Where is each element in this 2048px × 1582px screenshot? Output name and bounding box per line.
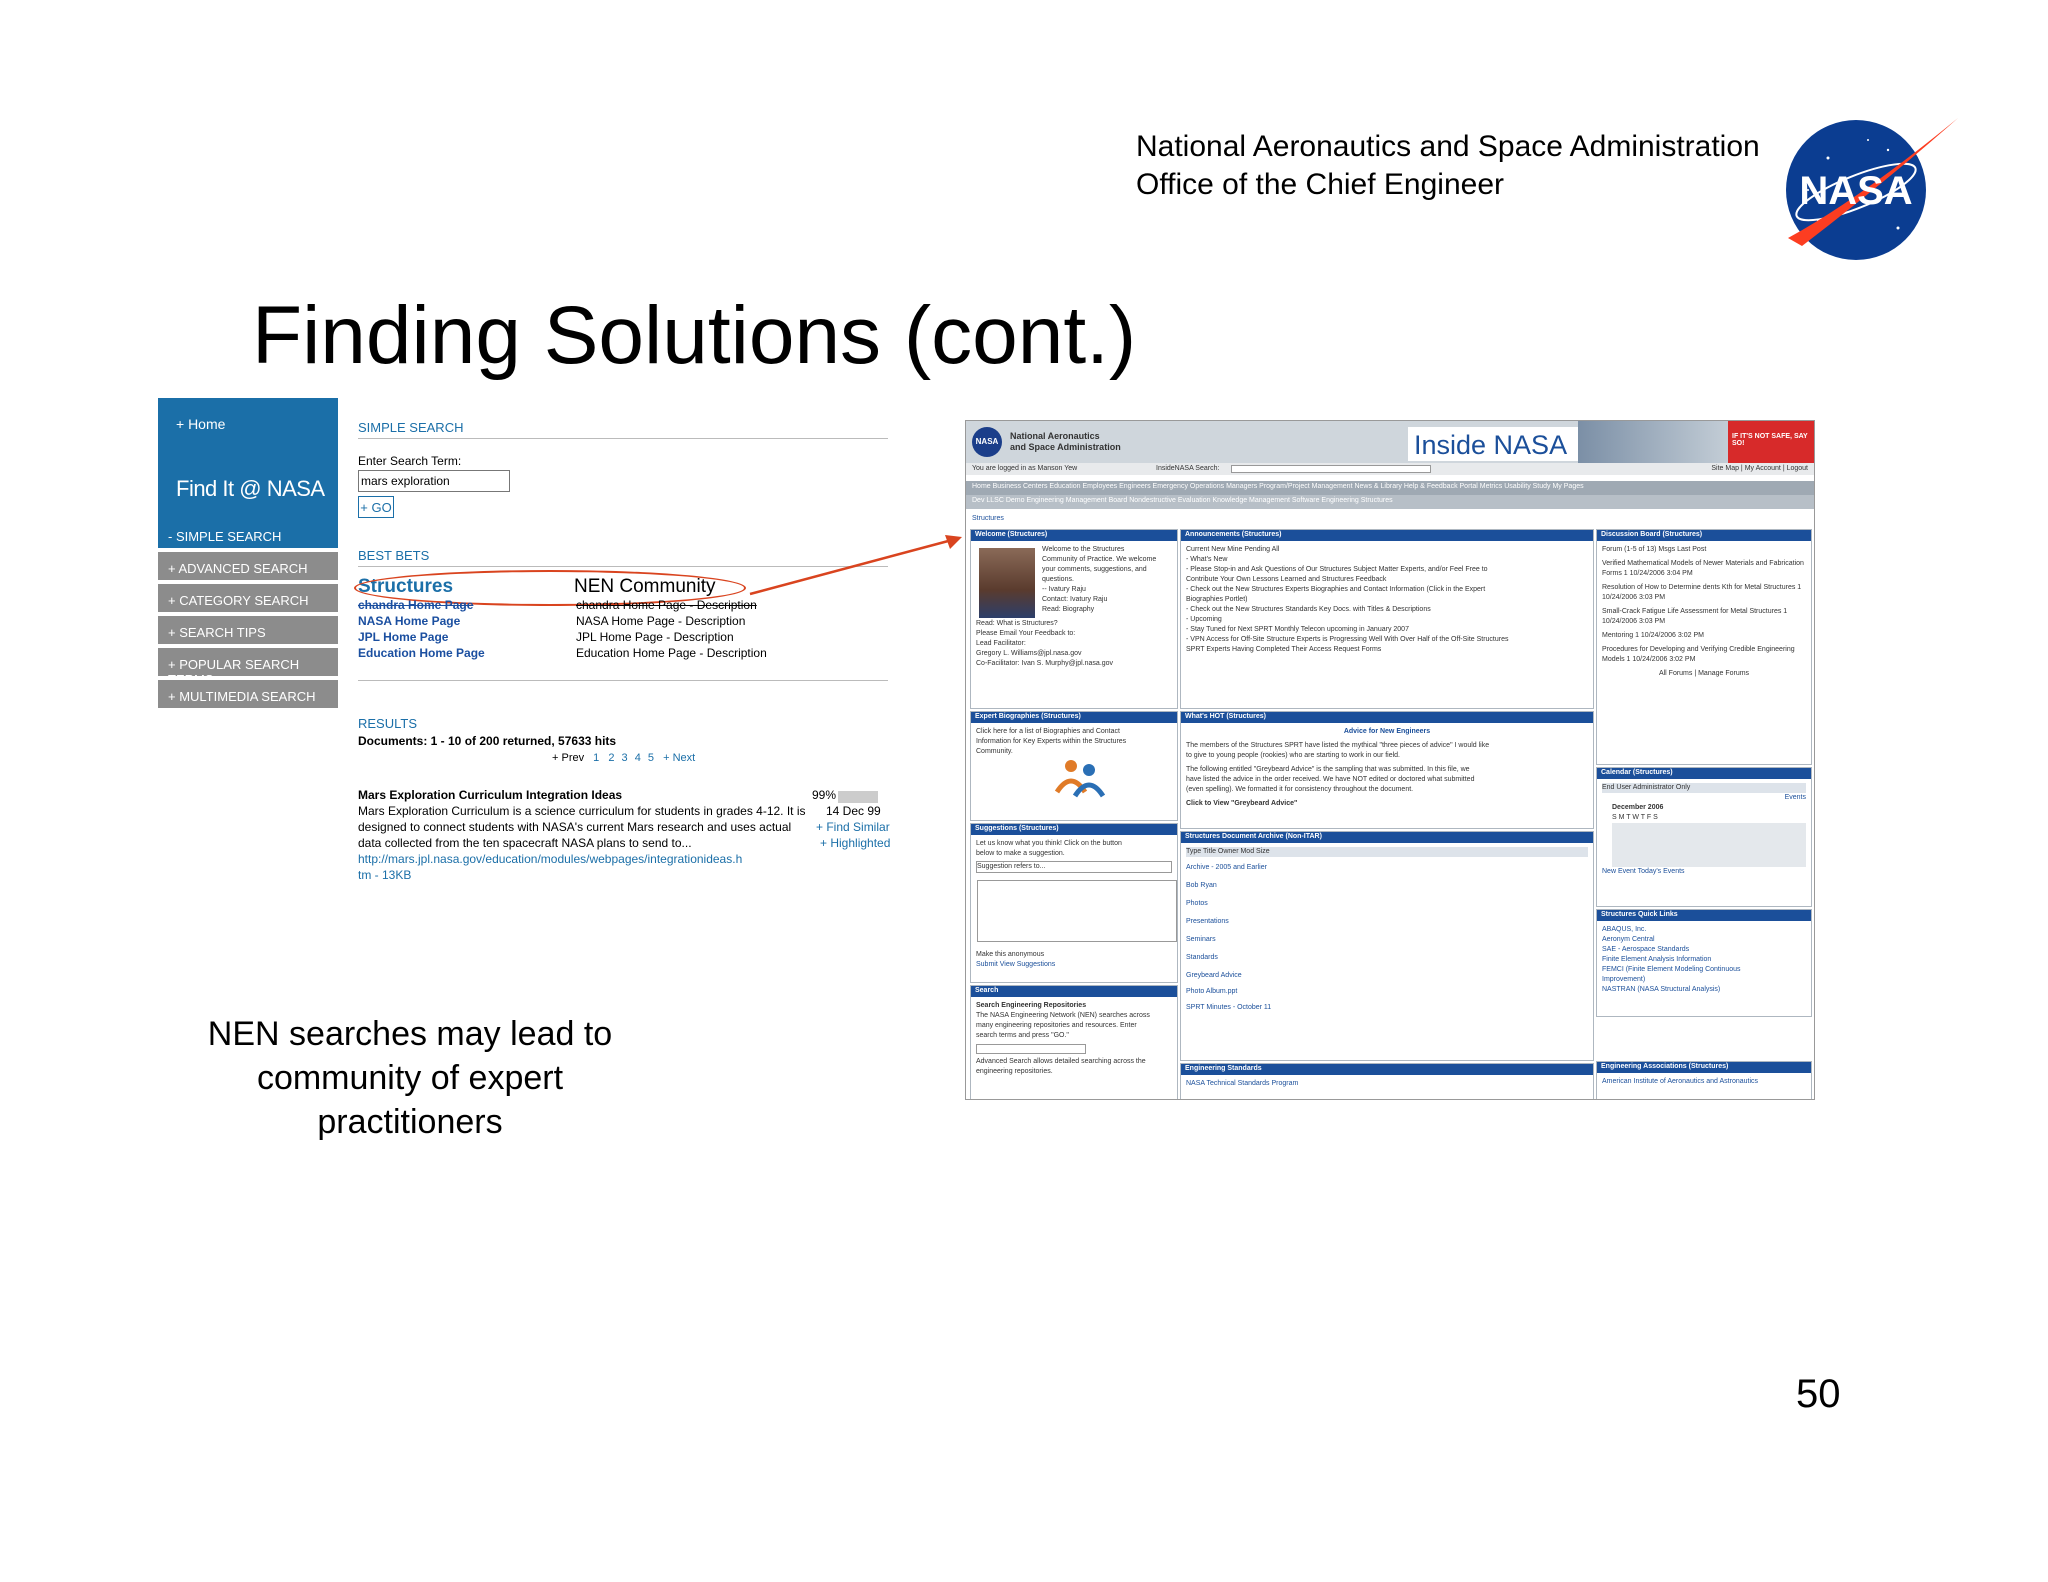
page-link[interactable]: 2 [608, 752, 615, 764]
nav-search-tips[interactable]: + SEARCH TIPS [158, 616, 338, 646]
suggestion-actions[interactable]: Submit View Suggestions [976, 961, 1056, 968]
panel-line: (even spelling). We formatted it for consistency throughout the document. [1186, 786, 1414, 793]
panel-line: Community of Practice. We welcome [1042, 556, 1157, 563]
best-bet-structures-link[interactable]: Structures [358, 576, 454, 597]
panel-line: to give to young people (rookies) who are starting to work in our field. [1186, 752, 1401, 759]
panel-title: Welcome (Structures) [971, 530, 1177, 541]
suggestion-textarea[interactable] [977, 880, 1177, 942]
forum-row[interactable]: Procedures for Developing and Verifying Credible Engineering Models 1 10/24/2006 3:02 PM [1602, 646, 1795, 663]
engineering-standards-panel [1180, 1063, 1594, 1100]
panel-line: below to make a suggestion. [976, 850, 1065, 857]
events-link[interactable]: Events [1784, 794, 1806, 801]
results-heading: RESULTS [358, 716, 417, 731]
search-input[interactable] [358, 470, 510, 492]
calendar-weekdays: S M T W T F S [1612, 814, 1658, 821]
forum-links[interactable]: All Forums | Manage Forums [1658, 670, 1750, 677]
quick-link[interactable]: ABAQUS, Inc. [1602, 926, 1647, 933]
inside-nasa-brand: Inside NASA [1408, 427, 1578, 461]
result-url[interactable]: http://mars.jpl.nasa.gov/education/modules/webpages/integrationideas.h [358, 852, 743, 866]
best-bet-desc: NASA Home Page - Description [576, 614, 746, 628]
highlighted-link[interactable]: + Highlighted [820, 836, 891, 850]
panel-line: Information for Key Experts within the Structures [976, 738, 1127, 745]
page-link[interactable]: 5 [647, 752, 655, 764]
suggestion-select[interactable]: Suggestion refers to... [976, 861, 1172, 873]
best-bet-structures-desc: NEN Community [574, 576, 716, 597]
search-term-label: Enter Search Term: [358, 454, 462, 468]
panel-line[interactable]: Click here for a list of Biographies and Contact [976, 728, 1120, 735]
divider [358, 438, 888, 439]
best-bet-desc: Education Home Page - Description [576, 646, 767, 660]
panel-line: - Upcoming [1186, 616, 1222, 623]
calendar-grid[interactable] [1612, 823, 1806, 867]
forum-row[interactable]: Small-Crack Fatigue Life Assessment for Metal Structures 1 10/24/2006 3:03 PM [1602, 608, 1788, 625]
panel-body [1181, 1075, 1593, 1093]
portal-search-input[interactable] [1231, 465, 1431, 473]
table-row[interactable]: Archive - 2005 and Earlier [1186, 864, 1267, 871]
panel-line: search terms and press "GO." [976, 1032, 1069, 1039]
agency-name [1010, 431, 1121, 453]
page-link[interactable]: 3 [621, 752, 628, 764]
panel-line: Community. [976, 748, 1013, 755]
best-bet-link[interactable]: Education Home Page [358, 646, 485, 660]
find-it-screenshot [158, 398, 891, 898]
pointer-arrow [740, 530, 970, 610]
table-row[interactable]: Seminars [1186, 936, 1216, 943]
find-it-brand: Find It @ NASA [158, 438, 338, 520]
panel-line: -- Ivatury Raju [1042, 586, 1086, 593]
results-summary: Documents: 1 - 10 of 200 returned, 57633 hits [358, 734, 617, 748]
inside-nasa-screenshot [965, 420, 1815, 1100]
table-row[interactable]: Presentations [1186, 918, 1229, 925]
result-date: 14 Dec 99 [826, 804, 881, 818]
panel-title: Structures Quick Links [1597, 910, 1811, 921]
primary-tabs[interactable]: Home Business Centers Education Employees Engineers Emergency Operations Managers Program/Project Management News & Library Help & Feedback Portal Metrics Usability Study My Pages [966, 481, 1815, 495]
nav-multimedia-search[interactable]: + MULTIMEDIA SEARCH [158, 680, 338, 710]
panel-line: Biographies Portlet) [1186, 596, 1248, 603]
document-archive-panel [1180, 831, 1594, 1061]
table-row[interactable]: Bob Ryan [1186, 882, 1217, 889]
quick-link[interactable]: Finite Element Analysis Information [1602, 956, 1712, 963]
panel-title: Suggestions (Structures) [971, 824, 1177, 835]
quick-link[interactable]: SAE - Aerospace Standards [1602, 946, 1690, 953]
best-bet-link[interactable]: JPL Home Page [358, 630, 449, 644]
panel-body [1037, 541, 1177, 619]
panel-title: Search [971, 986, 1177, 997]
result-title[interactable]: Mars Exploration Curriculum Integration Ideas [358, 788, 623, 802]
anonymous-checkbox[interactable]: Make this anonymous [976, 951, 1045, 958]
secondary-tabs[interactable]: Dev LLSC Demo Engineering Management Board Nondestructive Evaluation Knowledge Management Software Engineering Structures [966, 495, 1815, 509]
panel-line: Welcome to the Structures [1042, 546, 1125, 553]
nav-category-search[interactable]: + CATEGORY SEARCH [158, 584, 338, 614]
search-panel [970, 985, 1178, 1100]
panel-line: - Please Stop-in and Ask Questions of Our Structures Subject Matter Experts, and/or Feel Free to [1186, 566, 1488, 573]
logo-lettering: NASA [1799, 169, 1913, 213]
agency-line-2: and Space Administration [1010, 442, 1121, 452]
table-row[interactable]: Standards [1186, 954, 1218, 961]
panel-line: The following entitled "Greybeard Advice" is the sampling that was submitted. In this file, we [1186, 766, 1470, 773]
panel-title: Discussion Board (Structures) [1597, 530, 1811, 541]
panel-line: - Stay Tuned for Next SPRT Monthly Telecon upcoming in January 2007 [1186, 626, 1409, 633]
panel-line: - What's New [1186, 556, 1228, 563]
suggestions-panel [970, 823, 1178, 983]
page-link[interactable]: 4 [634, 752, 641, 764]
home-link[interactable]: + Home [158, 398, 338, 438]
panel-body [1597, 1073, 1811, 1091]
table-row[interactable]: Photo Album.ppt [1186, 988, 1238, 995]
quick-link[interactable]: NASTRAN (NASA Structural Analysis) [1602, 986, 1721, 993]
panel-body [971, 835, 1177, 877]
panel-body [971, 619, 1177, 673]
panel-title: Calendar (Structures) [1597, 768, 1811, 779]
nen-search-input[interactable] [976, 1044, 1086, 1054]
result-score: 99% [812, 788, 837, 802]
org-line-1: National Aeronautics and Space Administration [1136, 130, 1760, 163]
agency-line-1: National Aeronautics [1010, 431, 1100, 441]
panel-line[interactable]: Click to View "Greybeard Advice" [1186, 800, 1298, 807]
breadcrumb[interactable]: Structures [972, 515, 1004, 522]
top-links[interactable]: Site Map | My Account | Logout [1711, 465, 1808, 472]
engineering-associations-panel [1596, 1061, 1812, 1100]
nasa-meatball-icon: NASA [972, 427, 1002, 457]
go-button[interactable]: + GO [358, 496, 394, 518]
announcements-panel [1180, 529, 1594, 709]
people-icon [1049, 756, 1109, 798]
facilitator-photo [979, 548, 1035, 618]
association-link[interactable]: American Institute of Aeronautics and Astronautics [1602, 1078, 1759, 1085]
panel-body [1181, 541, 1593, 659]
table-row[interactable]: Greybeard Advice [1186, 972, 1242, 979]
welcome-panel [970, 529, 1178, 709]
advanced-search-link[interactable]: Advanced Search allows detailed searching across the [976, 1058, 1146, 1065]
quick-link[interactable]: Aeronym Central [1602, 936, 1655, 943]
panel-line: The members of the Structures SPRT have listed the mythical "three pieces of advice" I would like [1186, 742, 1490, 749]
table-row[interactable]: SPRT Minutes - October 11 [1186, 1004, 1272, 1011]
panel-title: What's HOT (Structures) [1181, 712, 1593, 723]
prev-link[interactable]: + Prev [552, 752, 585, 764]
quick-link[interactable]: Improvement) [1602, 976, 1646, 983]
panel-line: many engineering repositories and resources. Enter [976, 1022, 1137, 1029]
panel-title: Engineering Associations (Structures) [1597, 1062, 1811, 1073]
panel-line[interactable]: Contact: Ivatury Raju [1042, 596, 1108, 603]
panel-line: SPRT Experts Having Completed Their Access Request Forms [1186, 646, 1382, 653]
panel-body [971, 997, 1177, 1081]
result-snippet-line: designed to connect students with NASA's current Mars research and uses actual [358, 820, 792, 834]
panel-body [1181, 723, 1593, 813]
calendar-month: December 2006 [1612, 804, 1664, 811]
panel-line: - VPN Access for Off-Site Structure Experts is Progressing Well With Over Half of the Off-Site Structures [1186, 636, 1509, 643]
panel-line: questions. [1042, 576, 1074, 583]
forum-row[interactable]: Resolution of How to Determine dents Kth for Metal Structures 1 10/24/2006 3:03 PM [1602, 584, 1802, 601]
forum-row[interactable]: Mentoring 1 10/24/2006 3:02 PM [1602, 632, 1704, 639]
panel-line[interactable]: Gregory L. Williams@jpl.nasa.gov [976, 650, 1082, 657]
result-size: tm - 13KB [358, 868, 412, 882]
whats-hot-panel [1180, 711, 1594, 829]
organization-name [1136, 128, 1760, 204]
best-bet-link[interactable]: NASA Home Page [358, 614, 461, 628]
panel-line: have listed the advice in the order received. We have NOT edited or doctored what submitted [1186, 776, 1475, 783]
panel-body [1597, 779, 1811, 881]
panel-title: Engineering Standards [1181, 1064, 1593, 1075]
slide-caption: NEN searches may lead to community of expert practitioners [207, 1015, 613, 1141]
standards-link[interactable]: NASA Technical Standards Program [1186, 1080, 1299, 1087]
best-bet-link[interactable]: chandra Home Page [358, 598, 474, 612]
panel-line[interactable]: Co-Facilitator: Ivan S. Murphy@jpl.nasa.gov [976, 660, 1114, 667]
result-snippet-line: Mars Exploration Curriculum is a science curriculum for students in grades 4-12. It is [358, 804, 806, 818]
panel-body [1597, 921, 1811, 999]
page-link[interactable]: 1 [593, 752, 600, 764]
portal-search-label: InsideNASA Search: [1156, 465, 1220, 472]
panel-line: The NASA Engineering Network (NEN) searches across [976, 1012, 1150, 1019]
best-bet-desc: chandra Home Page - Description [576, 598, 757, 612]
panel-line: engineering repositories. [976, 1068, 1053, 1075]
panel-title: Announcements (Structures) [1181, 530, 1593, 541]
forum-row[interactable]: Verified Mathematical Models of Newer Materials and Fabrication Forms 1 10/24/2006 3:04 PM [1602, 560, 1804, 577]
panel-body [1597, 541, 1811, 683]
nasa-logo [1768, 110, 1978, 270]
safety-banner: IF IT'S NOT SAFE, SAY SO! [1728, 421, 1815, 463]
panel-line[interactable]: Read: Biography [1042, 606, 1095, 613]
table-header: Type Title Owner Mod Size [1186, 847, 1588, 857]
divider [358, 680, 888, 681]
pager [552, 752, 695, 764]
panel-line[interactable]: Current New Mine Pending All [1186, 546, 1280, 553]
panel-line: Forum (1-5 of 13) Msgs Last Post [1602, 546, 1707, 553]
panel-line[interactable]: Read: What is Structures? [976, 620, 1058, 627]
calendar-tabs[interactable]: End User Administrator Only [1602, 783, 1806, 793]
table-row[interactable]: Photos [1186, 900, 1208, 907]
calendar-panel [1596, 767, 1812, 907]
org-line-2: Office of the Chief Engineer [1136, 168, 1504, 201]
simple-search-heading: SIMPLE SEARCH [358, 420, 464, 435]
panel-line: Please Email Your Feedback to: [976, 630, 1076, 637]
best-bets-heading: BEST BETS [358, 548, 430, 563]
quick-links-panel [1596, 909, 1812, 1017]
panel-line: your comments, suggestions, and [1042, 566, 1147, 573]
expert-biographies-panel [970, 711, 1178, 821]
result-score-bar [838, 791, 878, 803]
find-similar-link[interactable]: + Find Similar [816, 820, 890, 834]
panel-line: - Check out the New Structures Standards Key Docs. with Titles & Descriptions [1186, 606, 1431, 613]
panel-line: Lead Facilitator: [976, 640, 1026, 647]
nav-advanced-search[interactable]: + ADVANCED SEARCH [158, 552, 338, 582]
panel-line: - Check out the New Structures Experts Biographies and Contact Information (Click in the Expert [1186, 586, 1486, 593]
panel-line: Advice for New Engineers [1343, 728, 1431, 735]
page-number: 50 [1796, 1372, 1841, 1416]
logged-in-text: You are logged in as Manson Yew [972, 465, 1078, 472]
panel-title: Structures Document Archive (Non-ITAR) [1181, 832, 1593, 843]
best-bet-desc: JPL Home Page - Description [576, 630, 734, 644]
result-snippet-line: data collected from the ten spacecraft NASA plans to send to... [358, 836, 692, 850]
panel-body [971, 946, 1171, 974]
panel-line: Let us know what you think! Click on the button [976, 840, 1122, 847]
next-link[interactable]: + Next [663, 752, 696, 764]
nav-simple-search[interactable]: - SIMPLE SEARCH [158, 520, 338, 550]
header-banner-image [1578, 421, 1728, 463]
slide-title: Finding Solutions (cont.) [252, 290, 1137, 381]
nav-popular-search-terms[interactable]: + POPULAR SEARCH [158, 648, 338, 678]
status-bar [966, 463, 1815, 475]
calendar-links[interactable]: New Event Today's Events [1602, 868, 1685, 875]
panel-body [1181, 843, 1593, 1017]
panel-line: Contribute Your Own Lessons Learned and Structures Feedback [1186, 576, 1387, 583]
quick-link[interactable]: FEMCI (Finite Element Modeling Continuous [1602, 966, 1741, 973]
discussion-board-panel [1596, 529, 1812, 765]
panel-title: Expert Biographies (Structures) [971, 712, 1177, 723]
panel-line: Search Engineering Repositories [976, 1002, 1087, 1009]
